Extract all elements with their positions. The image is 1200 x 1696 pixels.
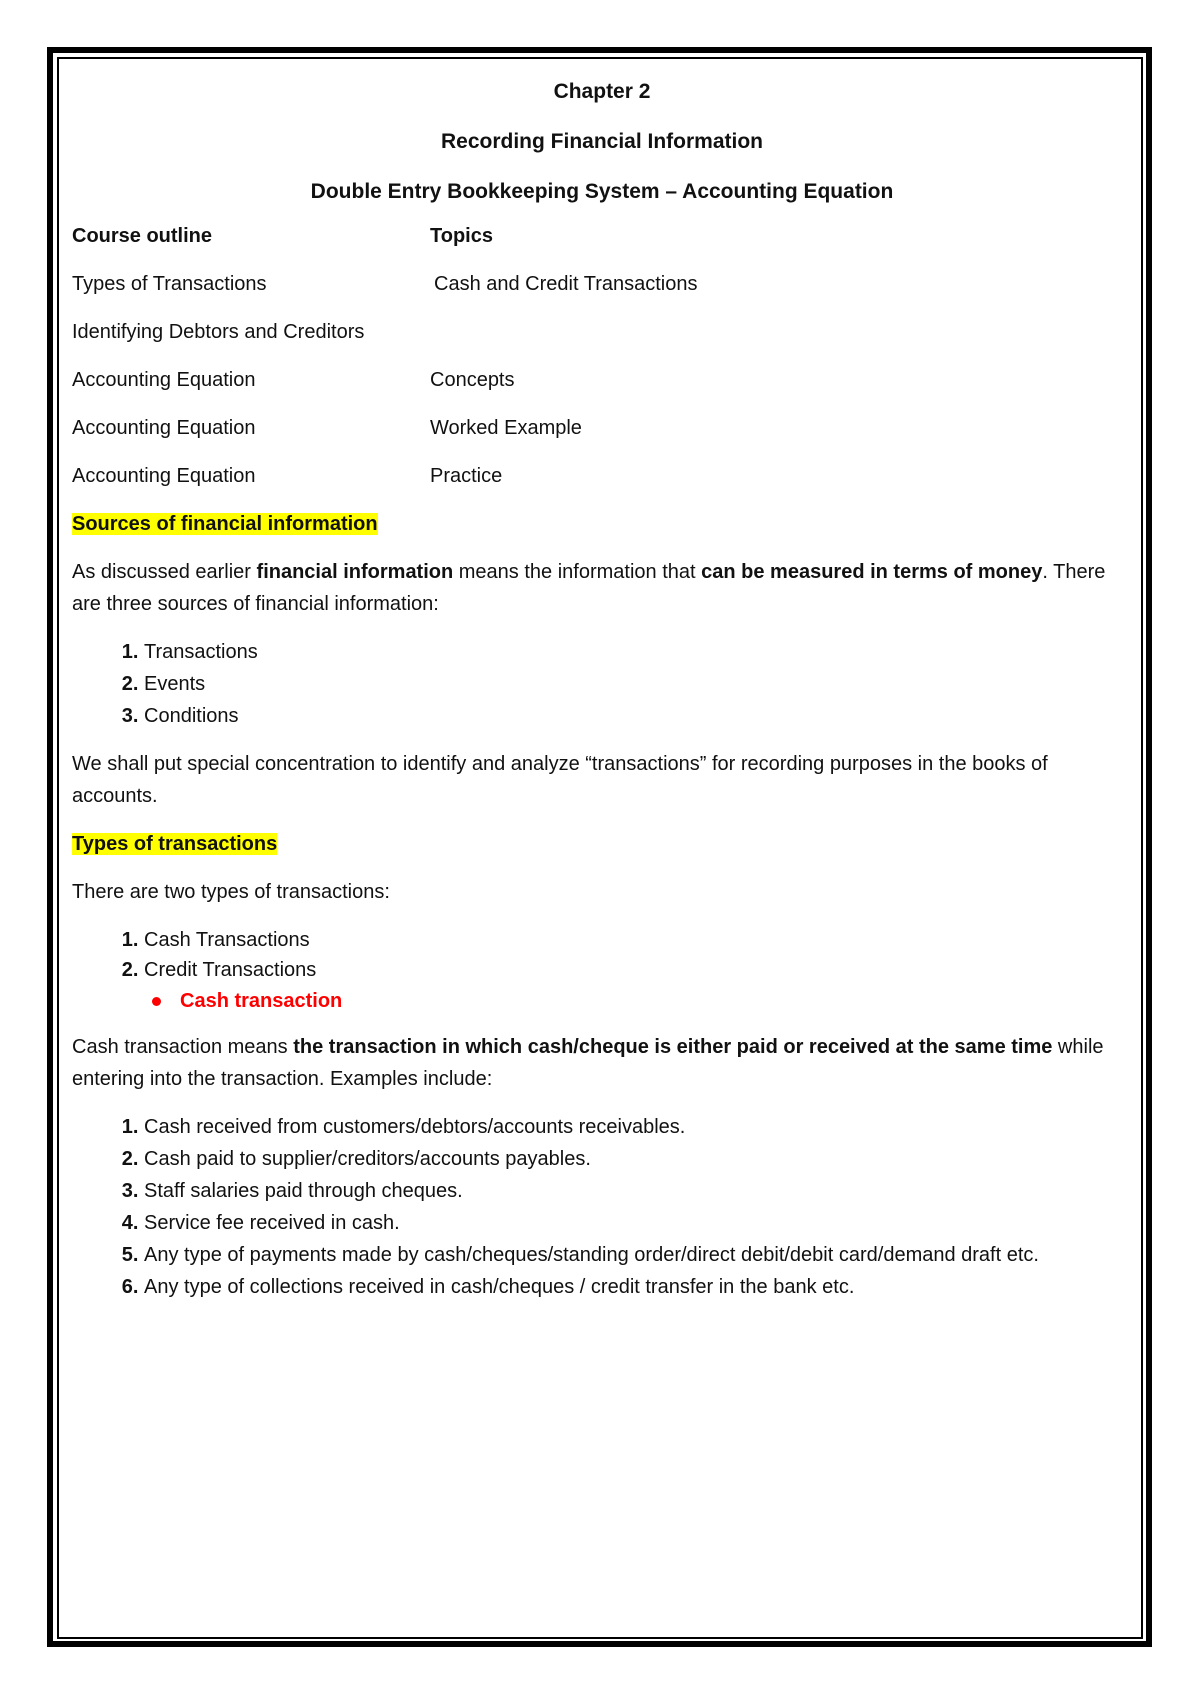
list-item: 1. Transactions: [144, 636, 1132, 668]
outline-cell: Accounting Equation: [72, 369, 256, 391]
list-item: 6. Any type of collections received in cash/cheques / credit transfer in the bank etc.: [144, 1271, 1132, 1303]
list-item: 4. Service fee received in cash.: [144, 1207, 1132, 1239]
transactions-note: We shall put special concentration to identify and analyze “transactions” for recording purposes in the books of accounts.: [72, 753, 1048, 807]
list-item: 2. Cash paid to supplier/creditors/accounts payables.: [144, 1143, 1132, 1175]
bullet-icon: [152, 997, 161, 1006]
outline-row: [72, 460, 1132, 492]
list-item: 1. Cash Transactions: [144, 924, 1132, 956]
outline-row: [72, 316, 1132, 348]
topics-column-header: Topics: [430, 225, 493, 247]
outline-column-header: Course outline: [72, 225, 213, 247]
sources-heading: Sources of financial information: [72, 513, 378, 535]
sub-list-item: [180, 985, 1132, 1017]
document-title: Recording Financial Information: [440, 130, 764, 153]
outline-cell: Types of Transactions: [72, 273, 267, 295]
cash-text: while entering into the transaction. Examples include:: [72, 1036, 1104, 1090]
document-page: [72, 76, 1132, 1319]
topic-cell: Cash and Credit Transactions: [434, 273, 698, 295]
sources-paragraph: [72, 556, 1132, 620]
outline-cell: Accounting Equation: [72, 465, 256, 487]
topic-cell: Concepts: [430, 369, 515, 391]
types-heading: Types of transactions: [72, 833, 278, 855]
list-item: 5. Any type of payments made by cash/cheques/standing order/direct debit/debit card/demand draft etc.: [144, 1239, 1132, 1271]
list-item-label: Credit Transactions: [144, 959, 317, 981]
outline-header-row: [72, 220, 1132, 252]
cash-examples-list: [72, 1111, 1132, 1303]
list-item: 3. Staff salaries paid through cheques.: [144, 1175, 1132, 1207]
topic-cell: [364, 316, 1132, 348]
types-list: [72, 924, 1132, 1017]
sources-emphasis: can be measured in terms of money: [701, 561, 1043, 583]
topic-cell: Worked Example: [430, 417, 582, 439]
list-item: 3. Conditions: [144, 700, 1132, 732]
types-sublist: [144, 985, 1132, 1017]
outline-row: [72, 268, 1132, 300]
topic-cell: Practice: [430, 465, 503, 487]
document-subtitle: Double Entry Bookkeeping System – Accounting Equation: [310, 180, 894, 203]
sources-text: . There are three sources of financial information:: [72, 561, 1106, 615]
outline-cell: Accounting Equation: [72, 417, 256, 439]
sources-term: financial information: [256, 561, 454, 583]
outline-row: [72, 412, 1132, 444]
list-item: 1. Cash received from customers/debtors/accounts receivables.: [144, 1111, 1132, 1143]
outline-row: [72, 364, 1132, 396]
types-heading-wrap: [72, 828, 1132, 860]
cash-text: Cash transaction means: [72, 1036, 294, 1058]
cash-paragraph: [72, 1031, 1132, 1095]
chapter-title: Chapter 2: [553, 80, 651, 103]
sub-list-label: Cash transaction: [180, 990, 343, 1012]
outline-cell: Identifying Debtors and Creditors: [72, 321, 365, 343]
list-item: [144, 956, 1132, 1017]
cash-definition: the transaction in which cash/cheque is either paid or received at the same time: [293, 1036, 1053, 1058]
list-item: 2. Events: [144, 668, 1132, 700]
types-intro: There are two types of transactions:: [72, 881, 390, 903]
sources-text: means the information that: [453, 561, 702, 583]
sources-heading-wrap: [72, 508, 1132, 540]
sources-list: [72, 636, 1132, 732]
sources-text: As discussed earlier: [72, 561, 257, 583]
